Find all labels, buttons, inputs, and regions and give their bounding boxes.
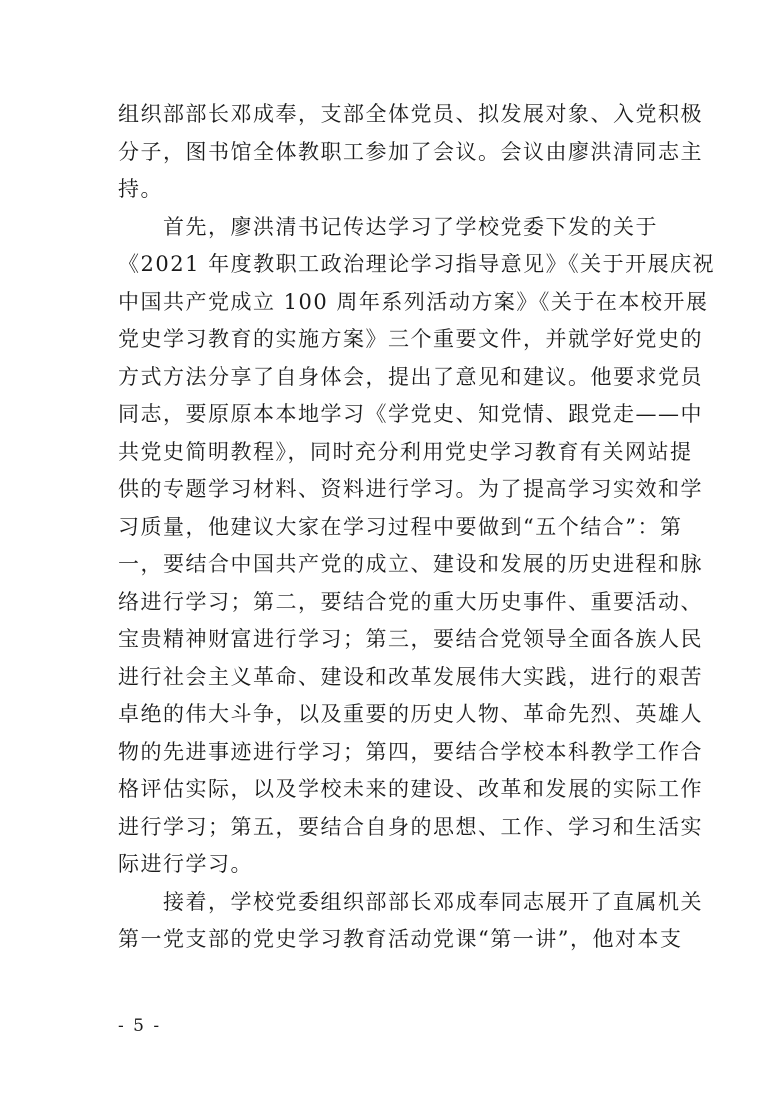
text-line: 方式方法分享了自身体会，提出了意见和建议。他要求党员 — [118, 364, 703, 389]
text-line: 进行学习；第五，要结合自身的思想、工作、学习和生活实 — [118, 814, 703, 839]
text-line: 同志，要原原本本地学习《学党史、知党情、跟党走——中 — [118, 402, 703, 426]
text-line: 卓绝的伟大斗争，以及重要的历史人物、革命先烈、英雄人 — [118, 702, 703, 726]
text-line: 共党史简明教程》，同时充分利用党史学习教育有关网站提 — [118, 439, 693, 464]
text-line: 组织部部长邓成奉，支部全体党员、拟发展对象、入党积极 — [118, 102, 703, 126]
text-line: 党史学习教育的实施方案》三个重要文件，并就学好党史的 — [118, 327, 703, 351]
text-line: 首先，廖洪清书记传达学习了学校党委下发的关于 — [118, 214, 658, 239]
text-line: 际进行学习。 — [118, 852, 253, 876]
text-line: 物的先进事迹进行学习；第四，要结合学校本科教学工作合 — [118, 739, 703, 764]
text-line: 分子，图书馆全体教职工参加了会议。会议由廖洪清同志主 — [118, 139, 703, 164]
text-line: 中国共产党成立 100 周年系列活动方案》《关于在本校开展 — [118, 289, 709, 314]
text-line: 《2021 年度教职工政治理论学习指导意见》《关于开展庆祝 — [118, 252, 716, 276]
text-line: 供的专题学习材料、资料进行学习。为了提高学习实效和学 — [118, 477, 703, 501]
text-line: 格评估实际，以及学校未来的建设、改革和发展的实际工作 — [118, 777, 703, 801]
body-text — [118, 96, 716, 959]
text-line: 宝贵精神财富进行学习；第三，要结合党领导全面各族人民 — [118, 627, 703, 651]
text-line: 习质量，他建议大家在学习过程中要做到“五个结合”：第 — [118, 514, 683, 539]
text-line: 第一党支部的党史学习教育活动党课“第一讲”，他对本支 — [118, 927, 683, 951]
text-line: 持。 — [118, 177, 163, 201]
page-number: - 5 - — [118, 1016, 162, 1036]
text-line: 进行社会主义革命、建设和改革发展伟大实践，进行的艰苦 — [118, 664, 703, 689]
text-line: 一，要结合中国共产党的成立、建设和发展的历史进程和脉 — [118, 552, 703, 576]
text-line: 络进行学习；第二，要结合党的重大历史事件、重要活动、 — [118, 589, 703, 614]
text-line: 接着，学校党委组织部部长邓成奉同志展开了直属机关 — [118, 889, 703, 914]
